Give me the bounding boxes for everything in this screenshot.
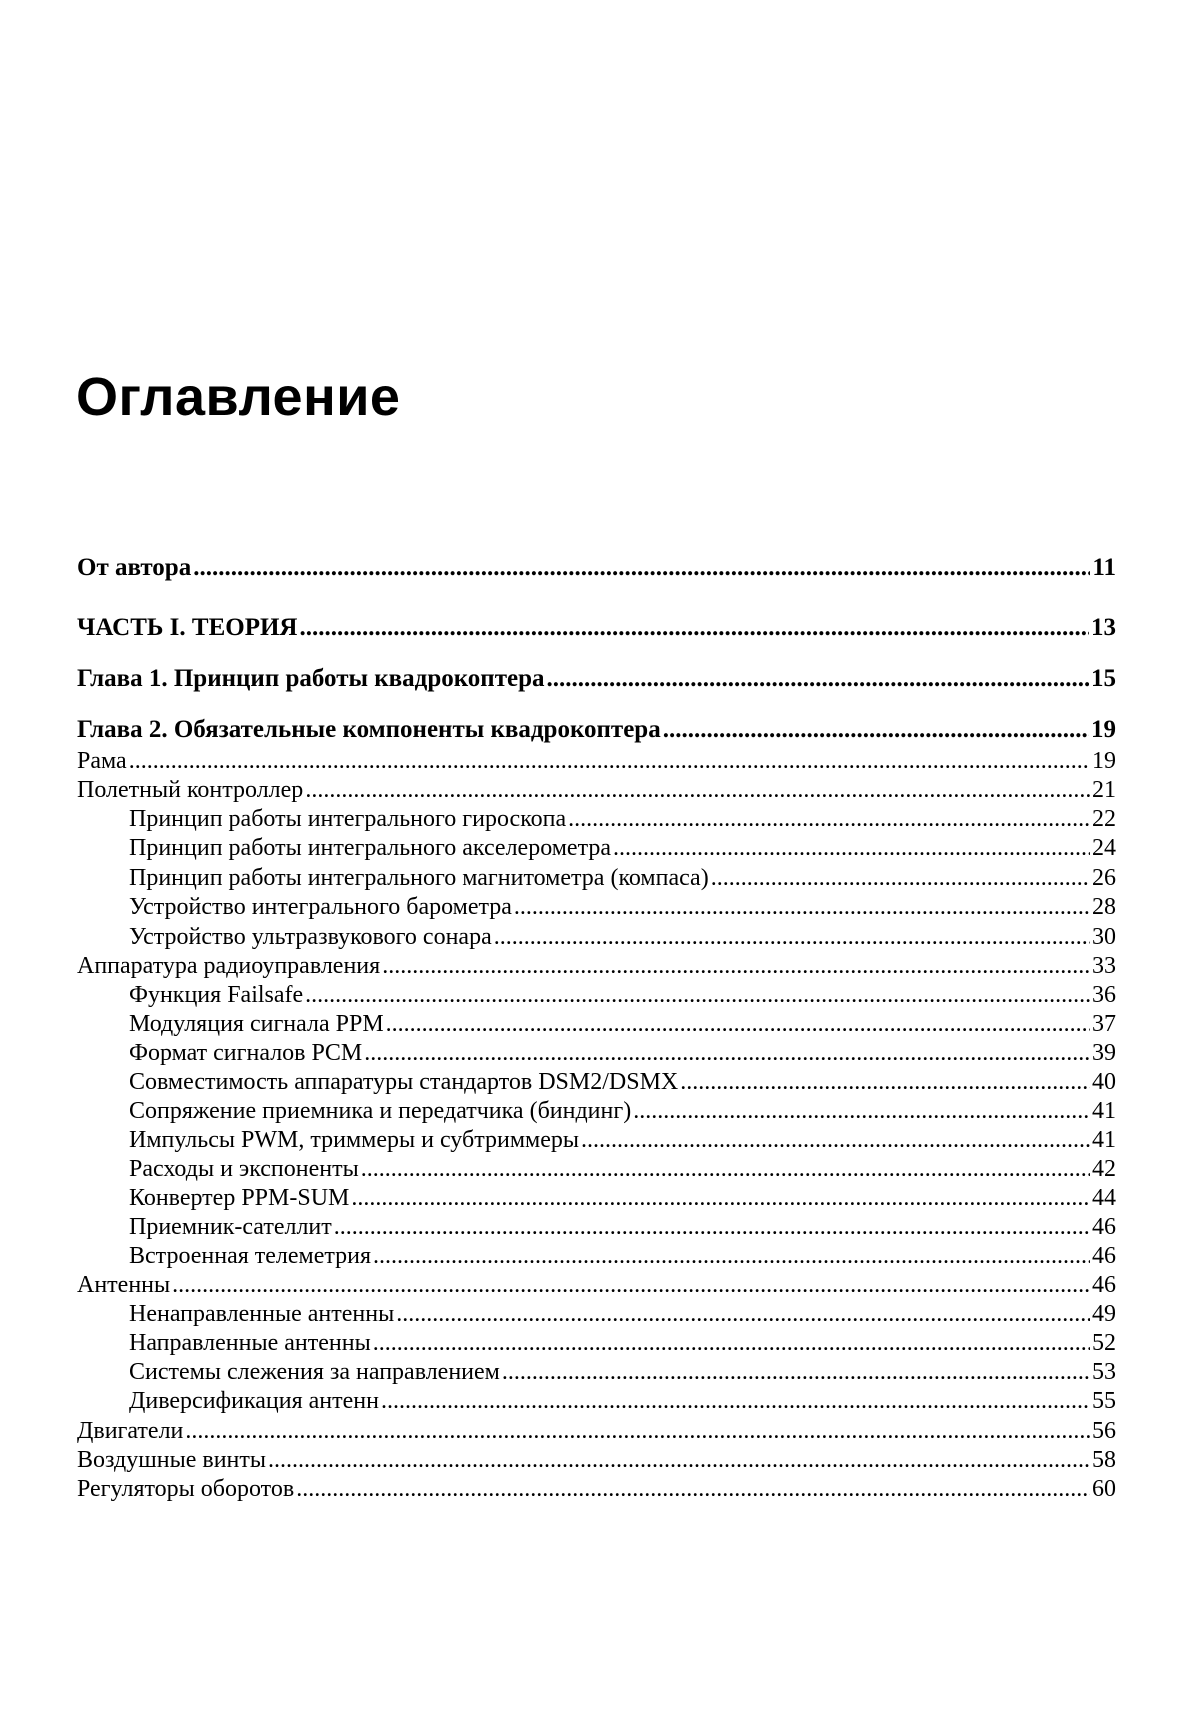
toc-page-number: 55 xyxy=(1092,1388,1116,1414)
toc-entry xyxy=(77,1417,1116,1445)
toc-entry-label: Функция Failsafe xyxy=(129,982,304,1008)
toc-entry xyxy=(77,1213,1116,1241)
toc-entry-label: Встроенная телеметрия xyxy=(129,1243,372,1269)
toc-dot-leader xyxy=(172,1271,1090,1299)
toc-page-number: 36 xyxy=(1092,982,1116,1008)
toc-entry-label: Устройство интегрального барометра xyxy=(129,894,512,920)
toc-dot-leader xyxy=(305,776,1090,804)
toc-dot-leader xyxy=(268,1446,1090,1474)
toc-entry xyxy=(77,614,1116,642)
toc-dot-leader xyxy=(185,1417,1090,1445)
toc-entry xyxy=(77,952,1116,980)
toc-page-number: 30 xyxy=(1092,924,1116,950)
toc-dot-leader xyxy=(373,1329,1090,1357)
toc-dot-leader xyxy=(381,1387,1090,1415)
toc-dot-leader xyxy=(568,805,1090,833)
toc-entry xyxy=(77,1329,1116,1357)
toc-entry-label: Двигатели xyxy=(77,1418,184,1444)
toc-entry xyxy=(77,776,1116,804)
toc-entry-label: Антенны xyxy=(77,1272,171,1298)
toc-entry-label: ЧАСТЬ I. ТЕОРИЯ xyxy=(77,614,298,641)
toc-page-number: 56 xyxy=(1092,1418,1116,1444)
toc-dot-leader xyxy=(351,1184,1090,1212)
toc-entry xyxy=(77,1155,1116,1183)
toc-page-number: 19 xyxy=(1092,748,1116,774)
toc-dot-leader xyxy=(386,1010,1090,1038)
toc-page-number: 52 xyxy=(1092,1330,1116,1356)
toc-entry xyxy=(77,1387,1116,1415)
toc-dot-leader xyxy=(502,1358,1090,1386)
toc-entry-label: Системы слежения за направлением xyxy=(129,1359,500,1385)
toc-dot-leader xyxy=(581,1126,1090,1154)
toc-entry-label: Принцип работы интегрального гироскопа xyxy=(129,806,567,832)
toc-page-number: 44 xyxy=(1092,1185,1116,1211)
toc-entry xyxy=(77,1184,1116,1212)
toc-entry xyxy=(77,1010,1116,1038)
toc-page-number: 60 xyxy=(1092,1476,1116,1502)
toc-entry xyxy=(77,805,1116,833)
toc-entry-label: Полетный контроллер xyxy=(77,777,304,803)
toc-dot-leader xyxy=(299,614,1089,642)
toc-page-number: 21 xyxy=(1092,777,1116,803)
toc-entry-label: От автора xyxy=(77,554,192,581)
toc-entry xyxy=(77,716,1116,744)
toc-page-number: 53 xyxy=(1092,1359,1116,1385)
toc-entry xyxy=(77,834,1116,862)
toc-dot-leader xyxy=(633,1097,1090,1125)
toc-entry-label: Конвертер PPM-SUM xyxy=(129,1185,350,1211)
toc-page-number: 46 xyxy=(1092,1243,1116,1269)
toc-entry xyxy=(77,1039,1116,1067)
toc-dot-leader xyxy=(494,923,1090,951)
toc-entry-label: Диверсификация антенн xyxy=(129,1388,379,1414)
toc-entry xyxy=(77,1068,1116,1096)
toc-entry-label: Сопряжение приемника и передатчика (биндинг) xyxy=(129,1098,632,1124)
toc-entry xyxy=(77,1358,1116,1386)
toc-entry xyxy=(77,981,1116,1009)
toc-entry-label: Направленные антенны xyxy=(129,1330,371,1356)
toc-entry-label: Аппаратура радиоуправления xyxy=(77,953,381,979)
toc-dot-leader xyxy=(680,1068,1090,1096)
toc-page-number: 26 xyxy=(1092,865,1116,891)
toc-entry-label: Устройство ультразвукового сонара xyxy=(129,924,492,950)
toc-dot-leader xyxy=(396,1300,1090,1328)
toc-dot-leader xyxy=(382,952,1090,980)
toc-entry-label: Расходы и экспоненты xyxy=(129,1156,359,1182)
toc-dot-leader xyxy=(296,1475,1090,1503)
toc-entry-label: Воздушные винты xyxy=(77,1447,266,1473)
toc-entry-label: Принцип работы интегрального акселерометра xyxy=(129,835,612,861)
toc-dot-leader xyxy=(361,1155,1090,1183)
toc-entry xyxy=(77,1097,1116,1125)
toc-page-number: 39 xyxy=(1092,1040,1116,1066)
toc-entry xyxy=(77,1446,1116,1474)
toc-page-number: 37 xyxy=(1092,1011,1116,1037)
toc-dot-leader xyxy=(514,893,1090,921)
toc-entry-label: Импульсы PWM, триммеры и субтриммеры xyxy=(129,1127,579,1153)
toc-page-number: 41 xyxy=(1092,1127,1116,1153)
toc-dot-leader xyxy=(373,1242,1090,1270)
toc-dot-leader xyxy=(547,665,1090,693)
toc-page-number: 11 xyxy=(1092,554,1116,581)
toc-entry xyxy=(77,1242,1116,1270)
toc-page-number: 40 xyxy=(1092,1069,1116,1095)
toc-page-number: 41 xyxy=(1092,1098,1116,1124)
toc-entry-label: Глава 2. Обязательные компоненты квадрокоптера xyxy=(77,716,661,743)
toc-page-number: 42 xyxy=(1092,1156,1116,1182)
toc-entry-label: Формат сигналов PCM xyxy=(129,1040,363,1066)
toc-dot-leader xyxy=(663,716,1089,744)
page-title: Оглавление xyxy=(76,367,401,427)
toc-entry xyxy=(77,665,1116,693)
toc-dot-leader xyxy=(711,864,1090,892)
toc-dot-leader xyxy=(305,981,1090,1009)
toc-dot-leader xyxy=(364,1039,1090,1067)
toc-entry xyxy=(77,1271,1116,1299)
toc-entry-label: Ненаправленные антенны xyxy=(129,1301,395,1327)
toc-page-number: 28 xyxy=(1092,894,1116,920)
toc-page-number: 46 xyxy=(1092,1214,1116,1240)
toc-dot-leader xyxy=(334,1213,1090,1241)
toc-dot-leader xyxy=(193,554,1090,582)
toc-page-number: 13 xyxy=(1091,614,1116,641)
toc-entry xyxy=(77,923,1116,951)
toc-entry-label: Модуляция сигнала PPM xyxy=(129,1011,384,1037)
toc-entry xyxy=(77,864,1116,892)
toc-entry-label: Приемник-сателлит xyxy=(129,1214,332,1240)
toc-entry-label: Принцип работы интегрального магнитометра (компаса) xyxy=(129,865,709,891)
toc-page-number: 46 xyxy=(1092,1272,1116,1298)
toc-page-number: 19 xyxy=(1091,716,1116,743)
toc-page-number: 58 xyxy=(1092,1447,1116,1473)
toc-dot-leader xyxy=(613,834,1090,862)
toc-entry xyxy=(77,893,1116,921)
toc-entry-label: Глава 1. Принцип работы квадрокоптера xyxy=(77,665,545,692)
toc-page-number: 15 xyxy=(1091,665,1116,692)
toc-page-number: 24 xyxy=(1092,835,1116,861)
toc-entry xyxy=(77,747,1116,775)
toc-page-number: 33 xyxy=(1092,953,1116,979)
toc-dot-leader xyxy=(129,747,1090,775)
toc-entry-label: Совместимость аппаратуры стандартов DSM2/DSMX xyxy=(129,1069,679,1095)
toc-entry xyxy=(77,554,1116,582)
toc-entry-label: Рама xyxy=(77,748,127,774)
toc-entry xyxy=(77,1475,1116,1503)
toc-entry xyxy=(77,1126,1116,1154)
toc-entry xyxy=(77,1300,1116,1328)
toc-page-number: 22 xyxy=(1092,806,1116,832)
toc-page-number: 49 xyxy=(1092,1301,1116,1327)
toc-entry-label: Регуляторы оборотов xyxy=(77,1476,295,1502)
